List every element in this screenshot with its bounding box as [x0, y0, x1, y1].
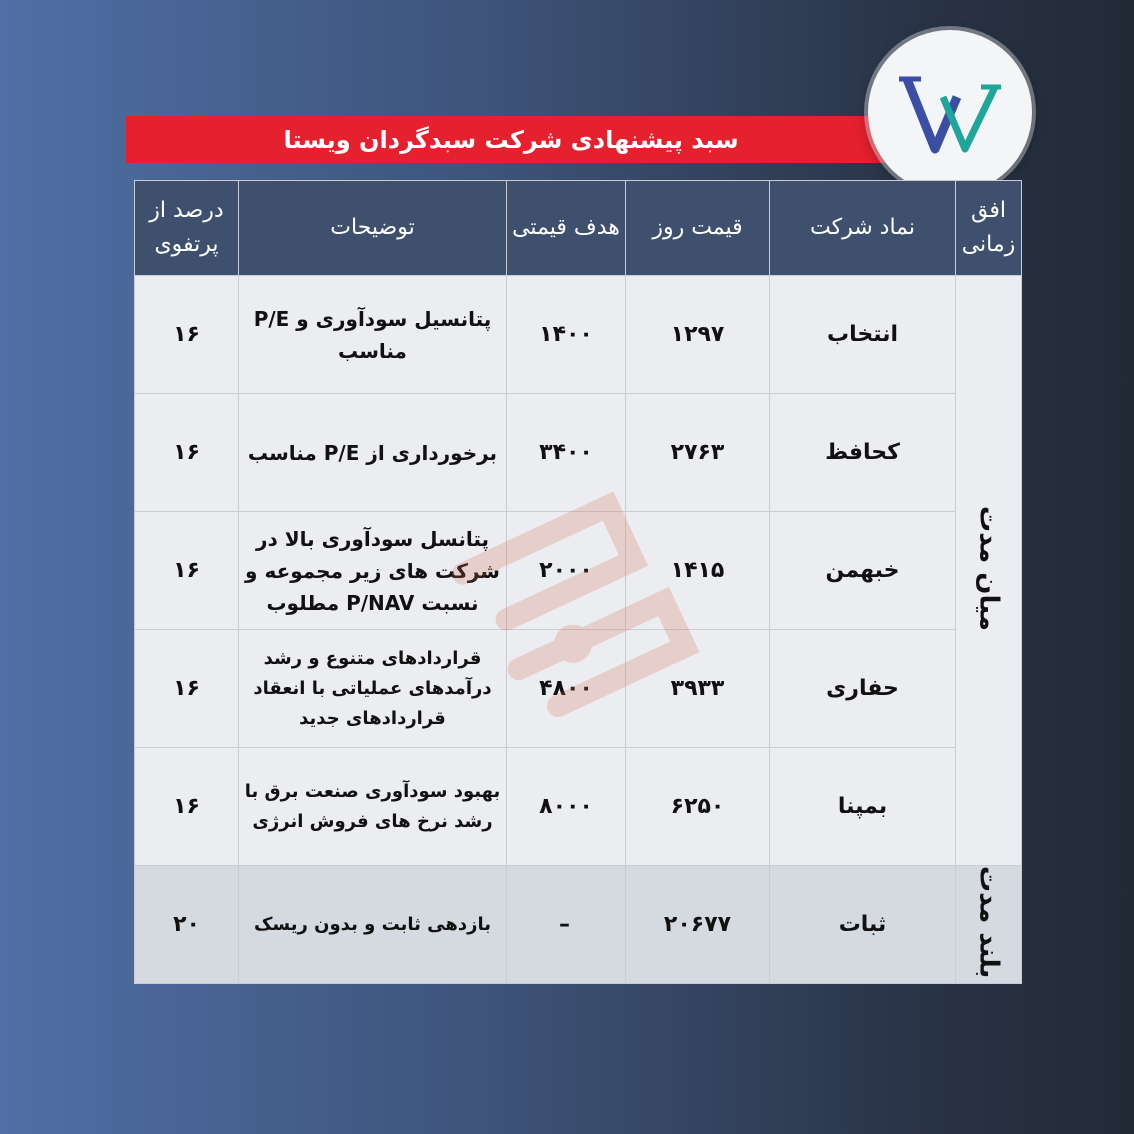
horizon-label-long: بلند مدت: [973, 866, 1004, 979]
header-desc: توضیحات: [239, 181, 507, 276]
page-title: سبد پیشنهادی شرکت سبدگردان ویستا: [283, 125, 739, 154]
header-horizon: افق زمانی: [956, 181, 1022, 276]
table-row: [135, 276, 1022, 394]
symbol-cell: حفاری: [770, 630, 956, 748]
target-cell: –: [507, 866, 626, 984]
price-cell: ۱۴۱۵: [626, 512, 770, 630]
price-cell: ۳۹۳۳: [626, 630, 770, 748]
desc-cell: بازدهی ثابت و بدون ریسک: [239, 866, 507, 984]
table-row: [135, 630, 1022, 748]
weight-cell: ۱۶: [135, 512, 239, 630]
table-row: [135, 866, 1022, 984]
desc-cell: پتانسیل سودآوری و P/E مناسب: [239, 276, 507, 394]
symbol-cell: کحافظ: [770, 394, 956, 512]
symbol-cell: انتخاب: [770, 276, 956, 394]
desc-cell: برخورداری از P/E مناسب: [239, 394, 507, 512]
desc-cell: پتانسل سودآوری بالا در شرکت های زیر مجموعه و نسبت P/NAV مطلوب: [239, 512, 507, 630]
vista-logo: [868, 30, 1032, 194]
price-cell: ۲۰۶۷۷: [626, 866, 770, 984]
horizon-label-mid: میان مدت: [973, 506, 1004, 631]
table-row: [135, 748, 1022, 866]
price-cell: ۱۲۹۷: [626, 276, 770, 394]
desc-cell: بهبود سودآوری صنعت برق با رشد نرخ های فروش انرژی: [239, 748, 507, 866]
price-cell: ۶۲۵۰: [626, 748, 770, 866]
header-price: قیمت روز: [626, 181, 770, 276]
table-row: [135, 394, 1022, 512]
symbol-cell: بمپنا: [770, 748, 956, 866]
target-cell: ۴۸۰۰: [507, 630, 626, 748]
table-row: [135, 512, 1022, 630]
weight-cell: ۱۶: [135, 276, 239, 394]
header-weight: درصد از پرتفوی: [135, 181, 239, 276]
vista-logo-icon: [895, 57, 1005, 167]
weight-cell: ۲۰: [135, 866, 239, 984]
weight-cell: ۱۶: [135, 394, 239, 512]
title-bar: [126, 116, 896, 163]
target-cell: ۸۰۰۰: [507, 748, 626, 866]
price-cell: ۲۷۶۳: [626, 394, 770, 512]
target-cell: ۲۰۰۰: [507, 512, 626, 630]
header-target: هدف قیمتی: [507, 181, 626, 276]
horizon-cell-mid: [956, 276, 1022, 866]
symbol-cell: خبهمن: [770, 512, 956, 630]
desc-cell: قراردادهای متنوع و رشد درآمدهای عملیاتی با انعقاد قراردادهای جدید: [239, 630, 507, 748]
header-symbol: نماد شرکت: [770, 181, 956, 276]
table-header-row: [135, 181, 1022, 276]
portfolio-table: [134, 180, 1022, 984]
weight-cell: ۱۶: [135, 748, 239, 866]
target-cell: ۱۴۰۰: [507, 276, 626, 394]
horizon-cell-long: [956, 866, 1022, 984]
weight-cell: ۱۶: [135, 630, 239, 748]
symbol-cell: ثبات: [770, 866, 956, 984]
target-cell: ۳۴۰۰: [507, 394, 626, 512]
